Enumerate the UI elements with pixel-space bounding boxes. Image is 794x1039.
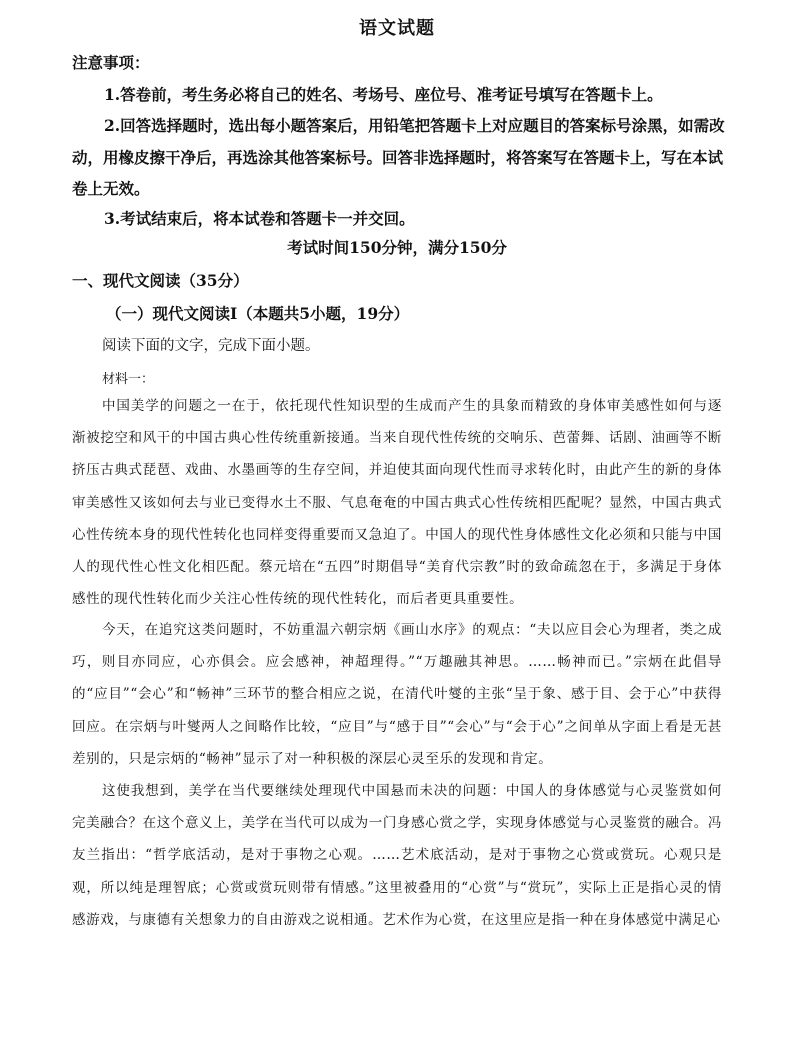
material-paragraph-3: 这使我想到，美学在当代要继续处理现代中国悬而未决的问题：中国人的身体感觉与心灵鉴赏如何完美融合？在这个意义上，美学在当代可以成为一门身感心赏之学，实现身体感觉与心灵鉴赏的融合。冯友兰指出：“哲学底活动，是对于事物之心观。……艺术底活动，是对于事物之心赏或赏玩。心观只是观，所以纯是理智底；心赏或赏玩则带有情感。”这里被叠用的“心赏”与“赏玩”，实际上正是指心灵的情感游戏，与康德有关想象力的自由游戏之说相通。艺术作为心赏，在这里应是指一种在身体感觉中满足心: [72, 783, 722, 928]
material-label: 材料一：: [102, 372, 155, 387]
notice-item-3: 3.考试结束后，将本试卷和答题卡一并交回。: [104, 209, 415, 228]
subsection-heading: （一）现代文阅读Ⅰ（本题共5小题，19分）: [106, 304, 410, 323]
exam-time-info: 考试时间150分钟，满分150分: [287, 238, 507, 257]
section-heading: 一、现代文阅读（35分）: [72, 271, 249, 290]
reading-instruction: 阅读下面的文字，完成下面小题。: [102, 338, 320, 354]
notice-heading: 注意事项：: [72, 53, 150, 72]
page-title: 语文试题: [359, 18, 435, 39]
notice-item-1: 1.答卷前，考生务必将自己的姓名、考场号、座位号、准考证号填写在答题卡上。: [104, 85, 663, 104]
notice-item-2: 2.回答选择题时，选出每小题答案后，用铅笔把答题卡上对应题目的答案标号涂黑，如需改动，用橡皮擦干净后，再选涂其他答案标号。回答非选择题时，将答案写在答题卡上，写在本试卷上无效。: [72, 116, 725, 198]
material-paragraph-2: 今天，在追究这类问题时，不妨重温六朝宗炳《画山水序》的观点：“夫以应目会心为理者，类之成巧，则目亦同应，心亦俱会。应会感神，神超理得。”“万趣融其神思。……畅神而已。”宗炳在此倡导的“应目”“会心”和“畅神”三环节的整合相应之说，在清代叶燮的主张“呈于象、感于目、会于心”中获得回应。在宗炳与叶燮两人之间略作比较，“应目”与“感于目”“会心”与“会于心”之间单从字面上看是无甚差别的，只是宗炳的“畅神”显示了对一种积极的深层心灵至乐的发现和肯定。: [72, 622, 722, 767]
material-paragraph-1: 中国美学的问题之一在于，依托现代性知识型的生成而产生的具象而精致的身体审美感性如何与逐渐被挖空和风干的中国古典心性传统重新接通。当来自现代性传统的交响乐、芭蕾舞、话剧、油画等不断挤压古典式琵琶、戏曲、水墨画等的生存空间，并迫使其面向现代性而寻求转化时，由此产生的新的身体审美感性又该如何去与业已变得水土不服、气息奄奄的中国古典式心性传统相匹配呢？显然，中国古典式心性传统本身的现代性转化也同样变得重要而又急迫了。中国人的现代性身体感性文化必须和只能与中国人的现代性心性文化相匹配。蔡元培在“五四”时期倡导“美育代宗教”时的致命疏忽在于，多满足于身体感性的现代性转化而少关注心性传统的现代性转化，而后者更具重要性。: [72, 398, 722, 608]
